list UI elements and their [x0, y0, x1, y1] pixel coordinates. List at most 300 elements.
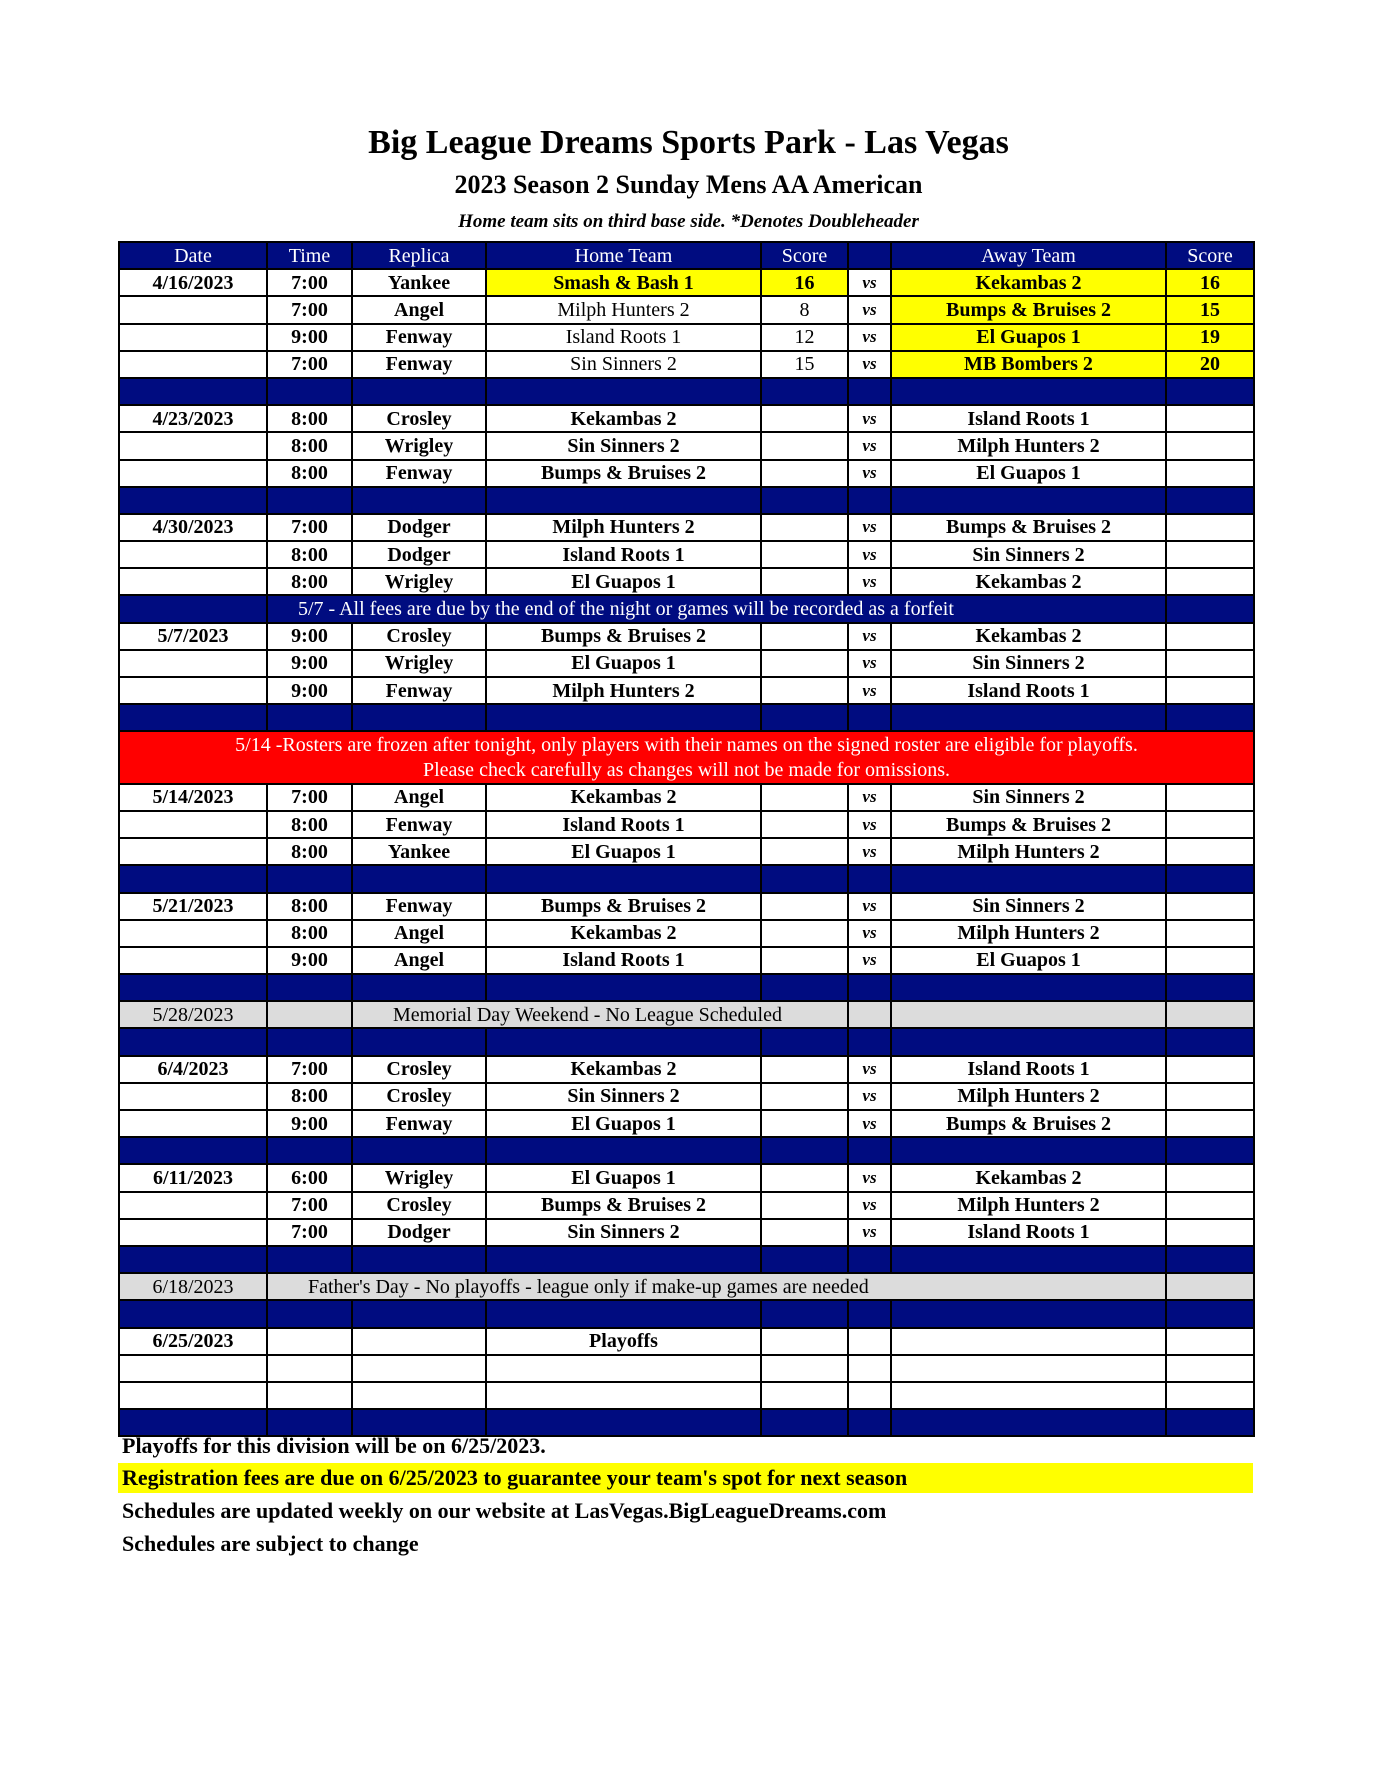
away-team-cell: El Guapos 1	[891, 947, 1166, 974]
home-team-cell	[486, 1355, 761, 1382]
away-team-cell: Island Roots 1	[891, 1219, 1166, 1246]
separator-cell	[119, 595, 267, 622]
separator-cell	[761, 487, 848, 514]
separator-cell	[352, 1028, 486, 1055]
home-score-cell	[761, 541, 848, 568]
separator-cell	[1166, 1137, 1254, 1164]
away-score-cell: 15	[1166, 296, 1254, 323]
vs-cell: vs	[848, 351, 891, 378]
away-score-cell	[1166, 947, 1254, 974]
home-team-note: Home team sits on third base side. *Denotes Doubleheader	[458, 211, 919, 232]
away-team-cell: Bumps & Bruises 2	[891, 1110, 1166, 1137]
time-cell: 9:00	[267, 677, 352, 704]
table-row	[119, 650, 1254, 677]
separator-cell	[486, 865, 761, 892]
date-cell: 5/14/2023	[119, 784, 267, 811]
table-row	[119, 1083, 1254, 1110]
separator-cell	[267, 378, 352, 405]
empty-row	[119, 1355, 1254, 1382]
home-score-cell	[761, 460, 848, 487]
separator-cell	[848, 704, 891, 731]
replica-cell: Dodger	[352, 1219, 486, 1246]
home-team-cell: El Guapos 1	[486, 838, 761, 865]
replica-cell: Wrigley	[352, 432, 486, 459]
replica-cell: Crosley	[352, 405, 486, 432]
home-team-cell: Bumps & Bruises 2	[486, 623, 761, 650]
table-row	[119, 784, 1254, 811]
vs-cell	[848, 1328, 891, 1355]
date-cell: 6/25/2023	[119, 1328, 267, 1355]
home-score-cell	[761, 947, 848, 974]
table-row	[119, 460, 1254, 487]
away-team-cell: Milph Hunters 2	[891, 838, 1166, 865]
table-row	[119, 514, 1254, 541]
home-score-cell	[761, 893, 848, 920]
time-cell: 7:00	[267, 351, 352, 378]
table-row	[119, 1219, 1254, 1246]
separator-cell	[891, 1246, 1166, 1273]
separator-cell	[761, 704, 848, 731]
roster-notice-row	[119, 758, 1254, 784]
home-score-cell	[761, 650, 848, 677]
table-row	[119, 1056, 1254, 1083]
separator-cell	[848, 865, 891, 892]
home-team-cell: Bumps & Bruises 2	[486, 460, 761, 487]
vs-cell: vs	[848, 838, 891, 865]
away-team-cell: Sin Sinners 2	[891, 650, 1166, 677]
separator-cell	[1166, 487, 1254, 514]
replica-cell: Fenway	[352, 1110, 486, 1137]
away-score-cell	[1166, 541, 1254, 568]
away-score-cell	[1166, 623, 1254, 650]
home-score-cell	[761, 432, 848, 459]
away-score-cell: 19	[1166, 324, 1254, 351]
separator-cell	[486, 704, 761, 731]
replica-cell: Fenway	[352, 677, 486, 704]
separator-cell	[1166, 378, 1254, 405]
replica-cell: Crosley	[352, 1056, 486, 1083]
home-team-cell: Kekambas 2	[486, 784, 761, 811]
vs-cell: vs	[848, 514, 891, 541]
home-team-cell: Bumps & Bruises 2	[486, 893, 761, 920]
date-cell	[119, 1382, 267, 1409]
replica-cell: Yankee	[352, 838, 486, 865]
table-row	[119, 623, 1254, 650]
time-cell: 8:00	[267, 460, 352, 487]
away-team-cell	[891, 1328, 1166, 1355]
away-score-cell	[1166, 432, 1254, 459]
table-header	[119, 242, 1254, 269]
home-team-cell: Kekambas 2	[486, 920, 761, 947]
separator-row	[119, 378, 1254, 405]
home-score-cell	[761, 568, 848, 595]
away-score-cell	[1166, 838, 1254, 865]
vs-cell: vs	[848, 947, 891, 974]
roster-notice: Please check carefully as changes will not be made for omissions.	[119, 758, 1254, 784]
away-score-cell	[1166, 514, 1254, 541]
date-cell	[119, 296, 267, 323]
home-team-cell: Smash & Bash 1	[486, 269, 761, 296]
col-away-score: Score	[1166, 242, 1254, 269]
schedule-table	[118, 241, 1255, 1437]
vs-cell: vs	[848, 269, 891, 296]
separator-cell	[119, 1300, 267, 1327]
vs-cell: vs	[848, 623, 891, 650]
separator-row	[119, 1300, 1254, 1327]
empty-row	[119, 1382, 1254, 1409]
separator-cell	[1166, 1300, 1254, 1327]
away-score-cell	[1166, 568, 1254, 595]
replica-cell: Dodger	[352, 514, 486, 541]
date-cell: 6/11/2023	[119, 1164, 267, 1191]
date-cell: 6/18/2023	[119, 1273, 267, 1300]
replica-cell: Wrigley	[352, 650, 486, 677]
separator-cell	[352, 865, 486, 892]
home-score-cell	[761, 1355, 848, 1382]
separator-cell	[761, 1300, 848, 1327]
vs-cell	[848, 1355, 891, 1382]
away-score-cell	[1166, 1192, 1254, 1219]
separator-cell	[891, 704, 1166, 731]
home-team-cell: El Guapos 1	[486, 650, 761, 677]
away-score-cell	[1166, 1001, 1254, 1028]
away-score-cell	[1166, 1328, 1254, 1355]
separator-cell	[891, 487, 1166, 514]
home-team-cell: Kekambas 2	[486, 405, 761, 432]
time-cell: 9:00	[267, 947, 352, 974]
separator-cell	[267, 865, 352, 892]
separator-row	[119, 704, 1254, 731]
date-cell	[119, 1355, 267, 1382]
separator-cell	[1166, 974, 1254, 1001]
table-row	[119, 541, 1254, 568]
away-team-cell: Milph Hunters 2	[891, 920, 1166, 947]
away-team-cell: Kekambas 2	[891, 623, 1166, 650]
separator-cell	[119, 704, 267, 731]
replica-cell: Crosley	[352, 623, 486, 650]
home-team-cell: Milph Hunters 2	[486, 677, 761, 704]
separator-cell	[848, 974, 891, 1001]
separator-row	[119, 1137, 1254, 1164]
vs-cell: vs	[848, 811, 891, 838]
separator-cell	[891, 1300, 1166, 1327]
table-row	[119, 296, 1254, 323]
col-replica: Replica	[352, 242, 486, 269]
replica-cell	[352, 1355, 486, 1382]
table-row	[119, 1192, 1254, 1219]
replica-cell: Angel	[352, 296, 486, 323]
home-score-cell: 16	[761, 269, 848, 296]
away-team-cell	[891, 1382, 1166, 1409]
playoffs-row	[119, 1328, 1254, 1355]
date-cell	[119, 650, 267, 677]
vs-cell: vs	[848, 1083, 891, 1110]
date-cell: 5/7/2023	[119, 623, 267, 650]
separator-cell	[761, 1028, 848, 1055]
date-cell	[119, 677, 267, 704]
separator-cell	[267, 704, 352, 731]
home-score-cell	[761, 1219, 848, 1246]
separator-cell	[486, 974, 761, 1001]
replica-cell: Wrigley	[352, 568, 486, 595]
separator-cell	[352, 378, 486, 405]
home-score-cell	[761, 920, 848, 947]
away-team-cell: Kekambas 2	[891, 269, 1166, 296]
date-cell: 4/16/2023	[119, 269, 267, 296]
replica-cell: Fenway	[352, 351, 486, 378]
home-score-cell	[761, 1056, 848, 1083]
home-score-cell	[761, 1192, 848, 1219]
date-cell: 5/21/2023	[119, 893, 267, 920]
vs-cell: vs	[848, 296, 891, 323]
time-cell: 8:00	[267, 405, 352, 432]
separator-cell	[352, 1300, 486, 1327]
home-team-cell: Sin Sinners 2	[486, 1083, 761, 1110]
separator-cell	[119, 1246, 267, 1273]
footer-website: Schedules are updated weekly on our website at LasVegas.BigLeagueDreams.com	[122, 1498, 887, 1523]
table-row	[119, 920, 1254, 947]
footer-playoffs: Playoffs for this division will be on 6/25/2023.	[122, 1433, 546, 1458]
home-score-cell	[761, 838, 848, 865]
date-cell	[119, 541, 267, 568]
vs-cell: vs	[848, 1110, 891, 1137]
vs-cell: vs	[848, 405, 891, 432]
home-team-cell: El Guapos 1	[486, 1164, 761, 1191]
away-score-cell	[1166, 1355, 1254, 1382]
separator-row	[119, 1028, 1254, 1055]
separator-cell	[761, 1246, 848, 1273]
away-score-cell: 20	[1166, 351, 1254, 378]
replica-cell	[352, 1328, 486, 1355]
home-team-cell: El Guapos 1	[486, 568, 761, 595]
col-time: Time	[267, 242, 352, 269]
away-score-cell	[1166, 1219, 1254, 1246]
time-cell: 7:00	[267, 1219, 352, 1246]
separator-cell	[486, 1300, 761, 1327]
home-score-cell	[761, 1328, 848, 1355]
date-cell	[119, 838, 267, 865]
table-row	[119, 432, 1254, 459]
time-cell: 8:00	[267, 1083, 352, 1110]
playoffs-label: Playoffs	[486, 1328, 761, 1355]
roster-notice-row	[119, 731, 1254, 757]
replica-cell: Fenway	[352, 324, 486, 351]
home-team-cell: Bumps & Bruises 2	[486, 1192, 761, 1219]
away-team-cell: Island Roots 1	[891, 1056, 1166, 1083]
away-team-cell: El Guapos 1	[891, 324, 1166, 351]
vs-cell	[848, 1001, 891, 1028]
time-cell: 7:00	[267, 296, 352, 323]
col-home-score: Score	[761, 242, 848, 269]
away-team-cell: Sin Sinners 2	[891, 541, 1166, 568]
away-score-cell	[1166, 920, 1254, 947]
date-cell	[119, 1219, 267, 1246]
vs-cell: vs	[848, 893, 891, 920]
replica-cell: Dodger	[352, 541, 486, 568]
separator-cell	[1166, 1246, 1254, 1273]
time-cell: 9:00	[267, 650, 352, 677]
separator-cell	[486, 378, 761, 405]
date-cell	[119, 1110, 267, 1137]
away-score-cell	[1166, 811, 1254, 838]
separator-cell	[486, 1028, 761, 1055]
replica-cell: Angel	[352, 947, 486, 974]
holiday-notice: Memorial Day Weekend - No League Scheduled	[352, 1001, 848, 1028]
separator-cell	[486, 487, 761, 514]
table-row	[119, 269, 1254, 296]
vs-cell: vs	[848, 650, 891, 677]
separator-cell	[848, 378, 891, 405]
separator-cell	[891, 865, 1166, 892]
time-cell	[267, 1355, 352, 1382]
date-cell	[119, 1083, 267, 1110]
home-score-cell	[761, 1164, 848, 1191]
home-score-cell	[761, 677, 848, 704]
vs-cell: vs	[848, 460, 891, 487]
holiday-notice: Father's Day - No playoffs - league only if make-up games are needed	[267, 1273, 1166, 1300]
away-score-cell	[1166, 1273, 1254, 1300]
home-team-cell: Milph Hunters 2	[486, 296, 761, 323]
date-cell	[119, 324, 267, 351]
vs-cell: vs	[848, 568, 891, 595]
home-team-cell: Milph Hunters 2	[486, 514, 761, 541]
vs-cell: vs	[848, 784, 891, 811]
vs-cell: vs	[848, 1219, 891, 1246]
time-cell: 7:00	[267, 784, 352, 811]
home-score-cell	[761, 1382, 848, 1409]
away-team-cell: Milph Hunters 2	[891, 1083, 1166, 1110]
away-score-cell: 16	[1166, 269, 1254, 296]
away-score-cell	[1166, 650, 1254, 677]
home-team-cell: Island Roots 1	[486, 811, 761, 838]
time-cell: 7:00	[267, 514, 352, 541]
time-cell: 9:00	[267, 623, 352, 650]
away-score-cell	[1166, 1164, 1254, 1191]
separator-cell	[267, 1028, 352, 1055]
separator-cell	[119, 487, 267, 514]
separator-cell	[848, 1137, 891, 1164]
separator-row	[119, 1246, 1254, 1273]
replica-cell: Wrigley	[352, 1164, 486, 1191]
replica-cell: Yankee	[352, 269, 486, 296]
time-cell: 7:00	[267, 1056, 352, 1083]
separator-row	[119, 487, 1254, 514]
separator-cell	[891, 974, 1166, 1001]
time-cell: 8:00	[267, 893, 352, 920]
date-cell: 4/30/2023	[119, 514, 267, 541]
away-team-cell: Island Roots 1	[891, 405, 1166, 432]
home-team-cell: Sin Sinners 2	[486, 432, 761, 459]
separator-cell	[267, 1300, 352, 1327]
away-score-cell	[1166, 1382, 1254, 1409]
date-cell: 5/28/2023	[119, 1001, 267, 1028]
home-score-cell: 12	[761, 324, 848, 351]
separator-cell	[1166, 865, 1254, 892]
time-cell: 8:00	[267, 920, 352, 947]
vs-cell: vs	[848, 432, 891, 459]
home-team-cell: Sin Sinners 2	[486, 351, 761, 378]
separator-cell	[352, 1246, 486, 1273]
away-team-cell: Bumps & Bruises 2	[891, 514, 1166, 541]
col-home-team: Home Team	[486, 242, 761, 269]
away-team-cell	[891, 1001, 1166, 1028]
separator-cell	[891, 1028, 1166, 1055]
holiday-row	[119, 1273, 1254, 1300]
home-score-cell	[761, 514, 848, 541]
table-row	[119, 405, 1254, 432]
time-cell: 9:00	[267, 1110, 352, 1137]
separator-cell	[352, 974, 486, 1001]
separator-cell	[848, 1246, 891, 1273]
vs-cell: vs	[848, 920, 891, 947]
home-team-cell: Sin Sinners 2	[486, 1219, 761, 1246]
table-row	[119, 838, 1254, 865]
away-score-cell	[1166, 1056, 1254, 1083]
replica-cell: Fenway	[352, 893, 486, 920]
home-team-cell: El Guapos 1	[486, 1110, 761, 1137]
replica-cell: Fenway	[352, 811, 486, 838]
separator-cell	[848, 487, 891, 514]
table-row	[119, 893, 1254, 920]
time-cell: 7:00	[267, 1192, 352, 1219]
time-cell	[267, 1328, 352, 1355]
separator-cell	[761, 974, 848, 1001]
away-team-cell: Kekambas 2	[891, 1164, 1166, 1191]
away-score-cell	[1166, 784, 1254, 811]
away-team-cell: Sin Sinners 2	[891, 893, 1166, 920]
replica-cell: Fenway	[352, 460, 486, 487]
home-score-cell: 8	[761, 296, 848, 323]
home-score-cell	[761, 784, 848, 811]
date-cell	[119, 351, 267, 378]
table-row	[119, 351, 1254, 378]
separator-cell	[267, 487, 352, 514]
date-cell: 4/23/2023	[119, 405, 267, 432]
footer-subject-to-change: Schedules are subject to change	[122, 1531, 419, 1556]
separator-cell	[1166, 1028, 1254, 1055]
fees-notice: 5/7 - All fees are due by the end of the night or games will be recorded as a forfeit	[267, 595, 1166, 622]
home-team-cell: Island Roots 1	[486, 324, 761, 351]
vs-cell: vs	[848, 324, 891, 351]
time-cell: 7:00	[267, 269, 352, 296]
separator-cell	[119, 974, 267, 1001]
separator-cell	[848, 1300, 891, 1327]
separator-cell	[761, 378, 848, 405]
home-score-cell	[761, 1083, 848, 1110]
table-row	[119, 1110, 1254, 1137]
home-team-cell: Island Roots 1	[486, 541, 761, 568]
table-row	[119, 568, 1254, 595]
time-cell: 9:00	[267, 324, 352, 351]
home-score-cell	[761, 405, 848, 432]
time-cell: 8:00	[267, 568, 352, 595]
separator-cell	[891, 378, 1166, 405]
away-score-cell	[1166, 677, 1254, 704]
home-team-cell	[486, 1382, 761, 1409]
separator-cell	[119, 1137, 267, 1164]
date-cell	[119, 1192, 267, 1219]
fees-notice-row	[119, 595, 1254, 622]
separator-cell	[891, 1137, 1166, 1164]
separator-row	[119, 974, 1254, 1001]
page-subtitle: 2023 Season 2 Sunday Mens AA American	[454, 170, 923, 199]
away-score-cell	[1166, 1083, 1254, 1110]
vs-cell: vs	[848, 1192, 891, 1219]
away-team-cell: Island Roots 1	[891, 677, 1166, 704]
time-cell: 8:00	[267, 432, 352, 459]
date-cell	[119, 432, 267, 459]
roster-notice: 5/14 -Rosters are frozen after tonight, only players with their names on the signed roster are eligible for playoffs.	[119, 731, 1254, 757]
